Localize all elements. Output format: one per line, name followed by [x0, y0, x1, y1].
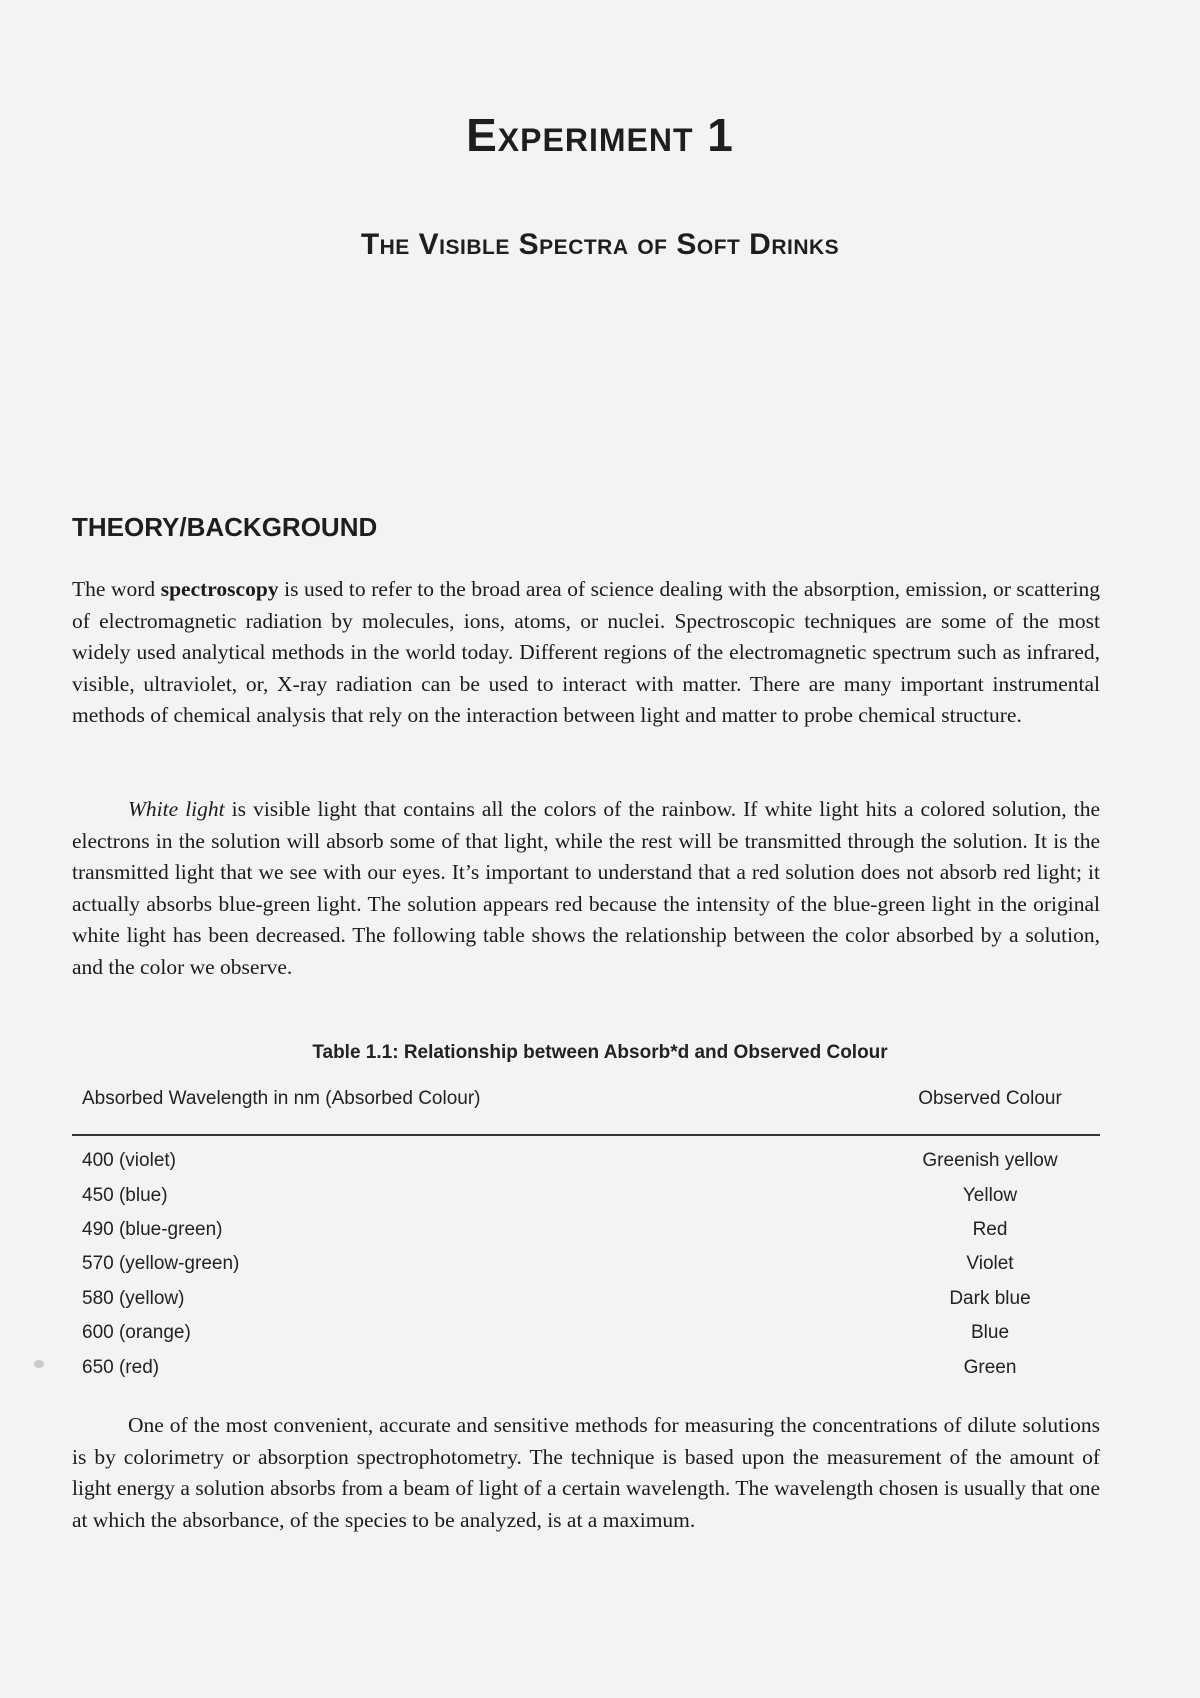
table-row	[72, 1282, 1100, 1316]
experiment-title: Experiment 1	[466, 109, 734, 161]
white-light-term: White light	[128, 797, 225, 821]
observed-cell: Greenish yellow	[922, 1150, 1058, 1172]
table-row	[72, 1350, 1100, 1384]
table-caption: Table 1.1: Relationship between Absorb*d and Observed Colour	[312, 1042, 888, 1063]
table-body	[72, 1144, 1100, 1385]
paragraph-white-light-text: is visible light that contains all the colors of the rainbow. If white light hits a colored solution, the electrons in the solution will absorb some of that light, while the rest will be transmitted through the solution. It is the transmitted light that we see with our eyes. It’s important to understand that a red solution does not absorb red light; it actually absorbs blue-green light. The solution appears red because the intensity of the blue-green light in the original white light has been decreased. The following table shows the relationship between the color absorbed by a solution, and the color we observe.	[72, 797, 1100, 979]
absorbed-cell: 650 (red)	[82, 1356, 160, 1378]
spectroscopy-term: spectroscopy	[160, 577, 279, 601]
section-heading: THEORY/BACKGROUND	[72, 512, 378, 542]
observed-cell: Violet	[966, 1253, 1014, 1275]
observed-cell: Blue	[970, 1322, 1010, 1344]
table-row	[72, 1316, 1100, 1350]
scan-speck	[34, 1360, 44, 1368]
absorbed-cell: 570 (yellow-green)	[82, 1253, 240, 1275]
table-header	[72, 1086, 1100, 1136]
table-row	[72, 1213, 1100, 1247]
header-observed-colour: Observed Colour	[918, 1088, 1062, 1109]
paragraph-white-light	[72, 794, 1100, 983]
absorbed-cell: 490 (blue-green)	[82, 1218, 223, 1240]
header-absorbed-wavelength: Absorbed Wavelength in nm (Absorbed Colour)	[82, 1088, 481, 1109]
paragraph-spectroscopy: The word spectroscopy is used to refer to the broad area of science dealing with the absorption, emission, or scattering of electromagnetic radiation by molecules, ions, atoms, or nuclei. Spectroscopic techniques are some of the most widely used analytical methods in the world today. Different regions of the electromagnetic spectrum such as infrared, visible, ultraviolet, or, X-ray radiation can be used to interact with matter. There are many important instrumental methods of chemical analysis that rely on the interaction between light and matter to probe chemical structure.	[72, 577, 1100, 727]
observed-cell: Green	[963, 1356, 1017, 1378]
table-row	[72, 1178, 1100, 1212]
color-table	[72, 1086, 1100, 1385]
observed-cell: Yellow	[962, 1184, 1018, 1206]
experiment-subtitle: The Visible Spectra of Soft Drinks	[360, 228, 840, 261]
paragraph-colorimetry: One of the most convenient, accurate and sensitive methods for measuring the concentrations of dilute solutions is by colorimetry or absorption spectrophotometry. The technique is based upon the measurement of the amount of light energy a solution absorbs from a beam of light of a certain wavelength. The wavelength chosen is usually that one at which the absorbance, of the species to be analyzed, is at a maximum.	[72, 1413, 1100, 1532]
table-row	[72, 1144, 1100, 1178]
table-row	[72, 1247, 1100, 1281]
absorbed-cell: 580 (yellow)	[82, 1287, 185, 1309]
absorbed-cell: 400 (violet)	[82, 1150, 176, 1172]
absorbed-cell: 600 (orange)	[82, 1322, 191, 1344]
observed-cell: Red	[972, 1218, 1008, 1240]
absorbed-cell: 450 (blue)	[82, 1184, 168, 1206]
observed-cell: Dark blue	[949, 1287, 1031, 1309]
